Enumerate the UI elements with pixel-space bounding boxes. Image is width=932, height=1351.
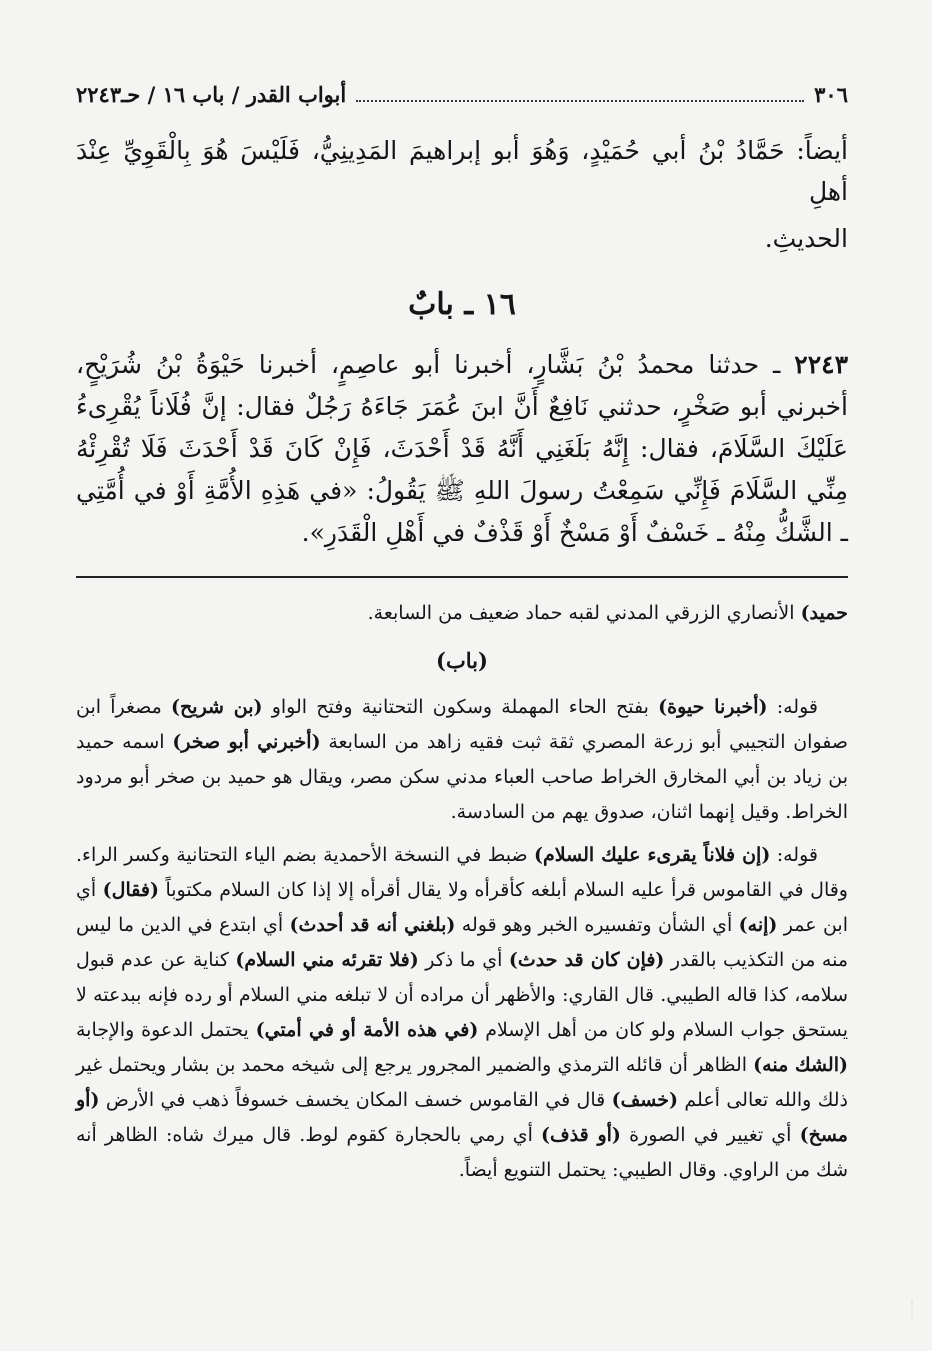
p2-bold-10: (أو مسخ): [76, 1089, 848, 1146]
intro-text: الأنصاري الزرقي المدني لقبه حماد ضعيف من السابعة.: [367, 602, 801, 624]
matn-continuation: [76, 130, 848, 259]
p1-bold-1: (أخبرنا حيوة): [658, 696, 768, 718]
p2-text-3: أي الشأن وتفسيره الخبر وهو قوله: [455, 914, 739, 936]
page-edge-mark: ⋮ ⋮ ⋮: [908, 1299, 916, 1324]
p2-bold-6: (فلا تقرئه مني السلام): [235, 949, 419, 971]
p2-text-5: أي ما ذكر: [418, 949, 509, 971]
hadith-text: [76, 344, 848, 554]
p2-text-6: كناية عن عدم قبول سلامه، كذا قاله الطيبي. قال القاري: والأظهر أن مراده أن لا تبلغه مني السلام أو رده فإنه ببدعته لا يستحق جواب السلام ولو كان من أهل الإسلام: [76, 949, 848, 1041]
p1-text-1: بفتح الحاء المهملة وسكون التحتانية وفتح الواو: [262, 696, 659, 718]
commentary-intro: [76, 596, 848, 631]
intro-bold: حميد): [800, 602, 848, 624]
p1-bold-2: (بن شريح): [171, 696, 263, 718]
p2-text-9: قال في القاموس خسف المكان يخسف خسوفاً ذهب في الأرض: [99, 1089, 612, 1111]
commentary-sub-heading: (باب): [436, 648, 488, 673]
header-dotted-leader: [356, 100, 804, 102]
commentary-paragraph-2: [76, 838, 848, 1188]
p1-bold-3: (أخبرني أبو صخر): [172, 731, 321, 753]
p2-bold-2: (فقال): [102, 879, 159, 901]
p2-text-2: أي ابن عمر: [76, 879, 848, 936]
p2-bold-5: (فإن كان قد حدث): [508, 949, 665, 971]
p2-lead: قوله:: [770, 844, 818, 866]
p2-bold-4: (بلغني أنه قد أحدث): [289, 914, 456, 936]
footnote-divider: [76, 576, 848, 578]
p2-text-1: ضبط في النسخة الأحمدية بضم الياء التحتانية وكسر الراء. وقال في القاموس قرأ عليه السلام أبلغه كأقرأه ولا يقال أقرأه إلا إذا كان السلام مكتوباً: [76, 844, 848, 901]
running-title: أبواب القدر / باب ١٦ / حـ٢٢٤٣: [76, 82, 347, 107]
p2-bold-9: (خسف): [611, 1089, 678, 1111]
page-header: [76, 82, 848, 116]
p2-bold-3: (إنه): [738, 914, 778, 936]
p2-text-7: يحتمل الدعوة والإجابة: [76, 1019, 256, 1041]
matn-line-2: الحديثِ.: [764, 224, 848, 253]
commentary-paragraph-1: [76, 690, 848, 830]
hadith-body: ـ حدثنا محمدُ بْنُ بَشَّارٍ، أخبرنا أبو عاصِمٍ، أخبرنا حَيْوَةُ بْنُ شُرَيْحٍ، أخبرني أبو صَخْرٍ، حدثني نَافِعٌ أَنَّ ابنَ عُمَرَ جَاءَهُ رَجُلٌ فقال: إنَّ فُلَاناً يُقْرِىءُ عَلَيْكَ السَّلَامَ، فقال: إِنَّهُ بَلَغَنِي أَنَّهُ قَدْ أَحْدَثَ، فَإِنْ كَانَ قَدْ أَحْدَثَ فَلَا تُقْرِئْهُ مِنِّي السَّلَامَ فَإِنِّي سَمِعْتُ رسولَ اللهِ ﷺ يَقُولُ: «في هَذِهِ الأُمَّةِ أَوْ في أُمَّتِي ـ الشَّكُّ مِنْهُ ـ خَسْفٌ أَوْ مَسْخٌ أَوْ قَذْفٌ في أَهْلِ الْقَدَرِ».: [76, 350, 848, 547]
p2-text-8: الظاهر أن قائله الترمذي والضمير المجرور يرجع إلى شيخه محمد بن بشار ويحتمل غير ذلك والله تعالى أعلم: [76, 1054, 848, 1111]
section-heading: ١٦ ـ بابٌ: [408, 287, 516, 322]
commentary: [76, 596, 848, 1188]
book-page: [76, 82, 848, 1196]
p2-text-10: أي تغيير في الصورة: [620, 1124, 800, 1146]
hadith-number: ٢٢٤٣: [794, 350, 848, 379]
matn-line-1: أيضاً: حَمَّادُ بْنُ أبي حُمَيْدٍ، وَهُوَ أبو إبراهيمَ المَدِينِيُّ، فَلَيْسَ هُوَ بِالْقَوِيِّ عِنْدَ أهلِ: [76, 136, 848, 206]
p2-bold-8: (الشك منه): [753, 1054, 848, 1076]
p1-lead: قوله:: [767, 696, 818, 718]
p2-bold-1: (إن فلاناً يقرىء عليك السلام): [534, 844, 771, 866]
p2-text-11: أي رمي بالحجارة كقوم لوط. قال ميرك شاه: الظاهر أنه شك من الراوي. وقال الطيبي: يحتمل التنويع أيضاً.: [76, 1124, 848, 1181]
p1-text-2: مصغراً ابن صفوان التجيبي أبو زرعة المصري ثقة ثبت فقيه زاهد من السابعة: [76, 696, 849, 753]
p1-text-3: اسمه حميد بن زياد بن أبي المخارق الخراط صاحب العباء مدني سكن مصر، ويقال هو حميد بن صخر أبو مردود الخراط. وقيل إنهما اثنان، صدوق يهم من السادسة.: [76, 731, 848, 823]
p2-bold-7: (في هذه الأمة أو في أمتي): [255, 1019, 479, 1041]
p2-bold-11: (أو قذف): [541, 1124, 621, 1146]
p2-text-4: أي ابتدع في الدين ما ليس منه من التكذيب بالقدر: [76, 914, 849, 971]
page-number: ٣٠٦: [814, 82, 848, 107]
